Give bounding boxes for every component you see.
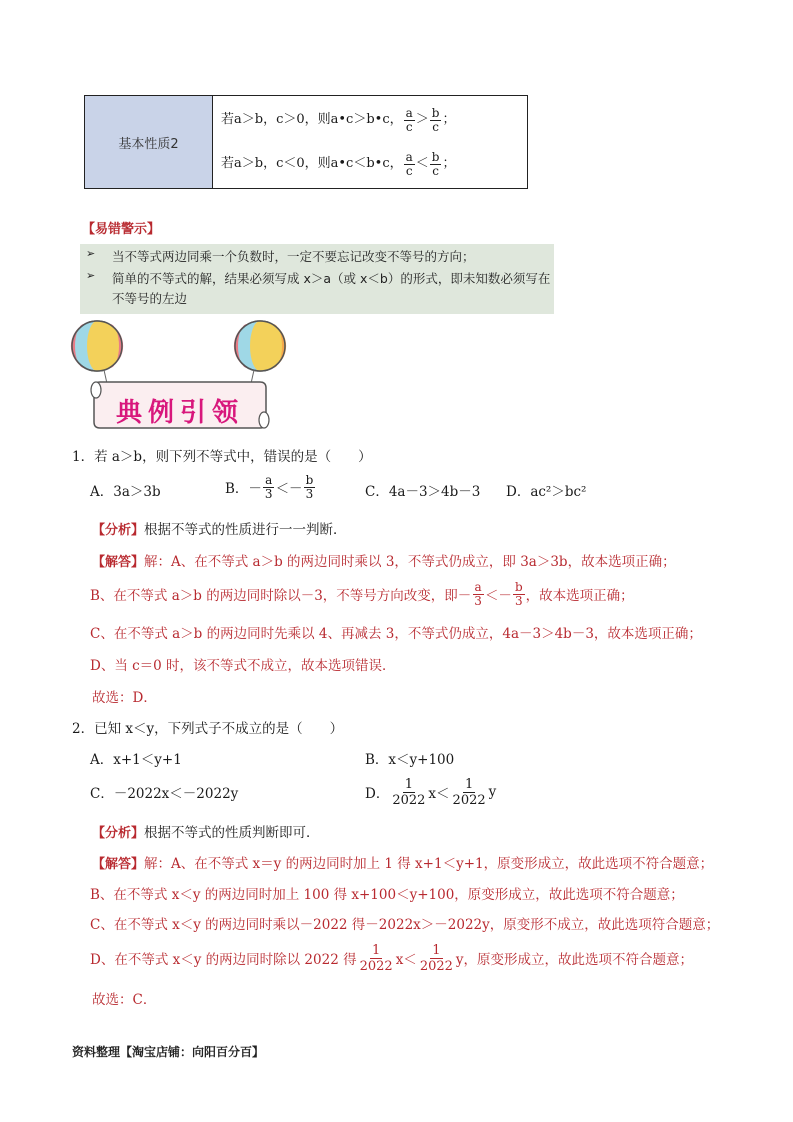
q1-answer-b: B、在不等式 a＞b 的两边同时除以－3，不等号方向改变，即－ $\frac{a}{3}$ ＜－ $\frac{b}{3}$ ，故本选项正确； <box>90 579 634 608</box>
q2-stem: 2．已知 x＜y，下列式子不成立的是（ ） <box>72 721 344 737</box>
right-ball-icon <box>234 321 286 388</box>
rule2-end: ； <box>442 156 456 171</box>
property-name-cell: 基本性质2 <box>85 96 213 188</box>
q1-option-b-fraction-1: $\frac{a}{3}$ <box>264 472 273 501</box>
rule1-end: ； <box>442 112 456 127</box>
warning-item-1 <box>86 247 552 267</box>
q1-choice: 故选：D． <box>92 690 157 706</box>
q1-answer-a: 【解答】 解：A、在不等式 a＞b 的两边同时乘以 3，不等式仍成立，即 3a＞3b，故本选项正确； <box>92 554 676 570</box>
bullet-arrow-icon: ➢ <box>86 247 96 260</box>
q1-option-d: D．ac²＞bc² <box>506 484 587 500</box>
property-rule-2 <box>221 144 527 184</box>
q2-answer-c: C、在不等式 x＜y 的两边同时乘以－2022 得－2022x＞－2022y，原变形不成立，故此选项符合题意； <box>90 917 720 933</box>
q2-analysis: 【分析】 根据不等式的性质判断即可． <box>92 825 320 841</box>
q1-option-b-fraction-2: $\frac{b}{3}$ <box>305 472 314 501</box>
rule1-operator: ＞ <box>415 112 429 127</box>
warning-box <box>80 244 554 314</box>
q2-option-c: C．－2022x＜－2022y <box>90 786 239 802</box>
rule2-fraction-b: $\frac{b}{c}$ <box>431 149 440 178</box>
q1-option-a: A．3a＞3b <box>90 484 161 500</box>
q2-option-d-fraction-1: $\frac{1}{2022}$ <box>392 776 426 808</box>
typical-examples-banner <box>70 318 290 436</box>
q2-option-d-fraction-2: $\frac{1}{2022}$ <box>452 776 486 808</box>
q2-choice: 故选：C． <box>92 992 157 1008</box>
rule2-text: 若a＞b，c＜0，则a•c＜b•c， <box>221 156 403 171</box>
q2-option-a: A．x+1＜y+1 <box>90 752 182 768</box>
rule1-fraction-a: $\frac{a}{c}$ <box>405 105 413 134</box>
footer-source: 资料整理【淘宝店铺：向阳百分百】 <box>72 1045 265 1059</box>
property-table <box>84 95 528 189</box>
banner-text: 典例引领 <box>115 398 244 428</box>
q2-option-b: B．x＜y+100 <box>365 752 455 768</box>
q1-answer-c: C、在不等式 a＞b 的两边同时先乘以 4、再减去 3，不等式仍成立，4a－3＞4b－3，故本选项正确； <box>90 626 702 642</box>
warning-item-2 <box>86 269 552 309</box>
rule2-operator: ＜ <box>415 156 429 171</box>
rule1-text: 若a＞b，c＞0，则a•c＞b•c， <box>221 112 403 127</box>
q2-answer-a: 【解答】 解：A、在不等式 x＝y 的两边同时加上 1 得 x+1＜y+1，原变形成立，故此选项不符合题意； <box>92 856 714 872</box>
q2-option-d: D． $\frac{1}{2022}$ x＜ $\frac{1}{2022}$ y <box>365 776 497 808</box>
rule1-fraction-b: $\frac{b}{c}$ <box>431 105 440 134</box>
q1-stem: 1．若 a＞b，则下列不等式中，错误的是（ ） <box>72 449 372 465</box>
warning-title: 【易错警示】 <box>82 222 161 237</box>
q1-answer-d: D、当 c＝0 时，该不等式不成立，故本选项错误． <box>90 658 396 674</box>
warning-text-1: 当不等式两边同乘一个负数时，一定不要忘记改变不等号的方向； <box>112 249 475 264</box>
bullet-arrow-icon: ➢ <box>86 269 96 282</box>
left-ball-icon <box>71 321 123 388</box>
q2-answer-b: B、在不等式 x＜y 的两边同时加上 100 得 x+100＜y+100，原变形成立，故此选项不符合题意； <box>90 887 684 903</box>
rule2-fraction-a: $\frac{a}{c}$ <box>405 149 413 178</box>
q1-option-b: B．－ $\frac{a}{3}$ ＜－ $\frac{b}{3}$ <box>225 472 314 501</box>
q1-option-c: C．4a－3＞4b－3 <box>365 484 481 500</box>
warning-text-2: 简单的不等式的解，结果必须写成 x＞a（或 x＜b）的形式，即未知数必须写在不等号的左边 <box>112 271 551 306</box>
property-rules-cell <box>213 96 527 188</box>
property-rule-1 <box>221 100 527 140</box>
q2-answer-d: D、在不等式 x＜y 的两边同时除以 2022 得 $\frac{1}{2022}$ x＜ $\frac{1}{2022}$ y，原变形成立，故此选项不符合题意； <box>90 942 694 974</box>
q1-analysis: 【分析】 根据不等式的性质进行一一判断． <box>92 522 347 538</box>
